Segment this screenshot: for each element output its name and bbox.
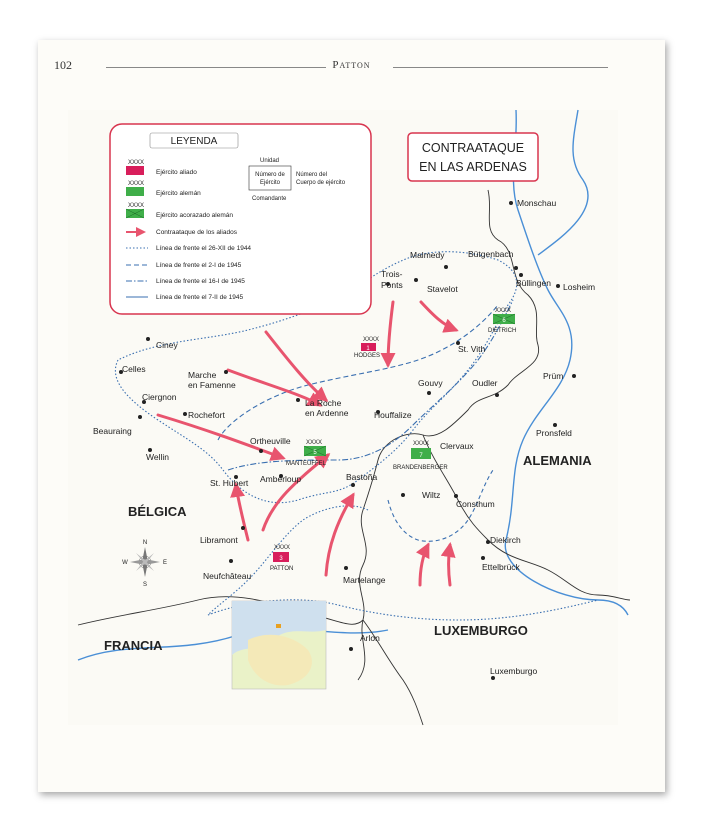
dot-consthum xyxy=(454,494,458,498)
label-wellin: Wellin xyxy=(146,452,169,462)
label-en-famenne: en Famenne xyxy=(188,380,236,390)
legend-swatch-german xyxy=(126,187,144,196)
label-en-ardenne: en Ardenne xyxy=(305,408,349,418)
unit-dietrich-commander: DIETRICH xyxy=(488,328,517,334)
label-martelange: Martelange xyxy=(343,575,386,585)
label-stavelot: Stavelot xyxy=(427,284,458,294)
dot-wiltz xyxy=(401,493,405,497)
label-losheim: Losheim xyxy=(563,282,596,292)
legend-label-front-26-xii: Línea de frente el 26-XII de 1944 xyxy=(156,245,252,252)
unit-manteuffel-commander: MANTEUFFEL xyxy=(286,461,327,467)
legend-label-counterattack: Contraataque de los aliados xyxy=(156,229,237,236)
dot-luxemburgo xyxy=(491,676,495,680)
compass-e: E xyxy=(162,560,168,566)
unit-dietrich-number: 6 xyxy=(502,318,506,324)
label-beauraing: Beauraing xyxy=(93,426,132,436)
dot-rochefort xyxy=(183,412,187,416)
dot-pronsfeld xyxy=(553,423,557,427)
country-belgica: BÉLGICA xyxy=(128,504,187,519)
dot-stavelot xyxy=(414,278,418,282)
unit-manteuffel-number: 5 xyxy=(313,450,317,456)
label-marche: Marche xyxy=(188,370,217,380)
ardennes-map xyxy=(38,40,665,792)
inset-highlight xyxy=(276,624,281,628)
unit-brandenberger-number: 7 xyxy=(419,453,423,459)
legend xyxy=(110,124,371,314)
label-rochefort: Rochefort xyxy=(188,410,225,420)
legend-unit-number-1: Número de xyxy=(255,172,285,178)
label-consthum: Consthum xyxy=(456,499,495,509)
map-title-line-2: EN LAS ARDENAS xyxy=(419,160,527,174)
label-monschau: Monschau xyxy=(517,198,557,208)
dot-gouvy xyxy=(427,391,431,395)
compass-n: N xyxy=(142,540,148,546)
label-trois: Trois- xyxy=(381,269,403,279)
label-pronsfeld: Pronsfeld xyxy=(536,428,572,438)
legend-frame xyxy=(110,124,371,314)
label-clervaux: Clervaux xyxy=(440,441,474,451)
unit-brandenberger-commander: BRANDENBERGER xyxy=(393,465,448,471)
unit-hodges-number: 1 xyxy=(366,346,370,352)
dot-oudler xyxy=(495,393,499,397)
label-butgenbach: Bütgenbach xyxy=(468,249,514,259)
label-st-hubert: St. Hubert xyxy=(210,478,249,488)
arrow-10 xyxy=(449,545,451,585)
unit-patton-symbol: XXXX xyxy=(274,545,291,551)
label-wiltz: Wiltz xyxy=(422,490,441,500)
label-gouvy: Gouvy xyxy=(418,378,443,388)
dot-butgenbach xyxy=(514,266,518,270)
legend-unit-box xyxy=(249,166,291,190)
label-ciergnon: Ciergnon xyxy=(142,392,177,402)
dot-prum xyxy=(572,374,576,378)
label-malmedy: Malmedy xyxy=(410,250,445,260)
label-arlon: Arlon xyxy=(360,633,380,643)
dot-martelange xyxy=(344,566,348,570)
label-bullingen: Büllingen xyxy=(516,278,551,288)
legend-xxxx-1: XXXX xyxy=(128,160,145,166)
dot-ciney xyxy=(146,337,150,341)
dot-arlon xyxy=(349,647,353,651)
label-oudler: Oudler xyxy=(472,378,498,388)
legend-label-front-2-i: Línea de frente el 2-I de 1945 xyxy=(156,262,242,269)
label-neufchateau: Neufchâteau xyxy=(203,571,252,581)
label-prum: Prüm xyxy=(543,371,564,381)
dot-losheim xyxy=(556,284,560,288)
label-amberloup: Amberloup xyxy=(260,474,302,484)
unit-hodges-symbol: XXXX xyxy=(363,337,380,343)
running-head: Patton xyxy=(332,59,371,71)
map-title-box xyxy=(408,133,538,181)
legend-label-allied: Ejército aliado xyxy=(156,169,197,176)
legend-unit-label: Unidad xyxy=(260,158,280,164)
label-ettelbruck: Ettelbrück xyxy=(482,562,520,572)
legend-label-german-armored: Ejército acorazado alemán xyxy=(156,212,233,219)
dot-marche xyxy=(224,370,228,374)
label-ortheuville: Ortheuville xyxy=(250,436,291,446)
unit-hodges-commander: HODGES xyxy=(354,353,381,359)
dot-monschau xyxy=(509,201,513,205)
dot-neufchateau xyxy=(229,559,233,563)
label-houffalize: Houffalize xyxy=(374,410,412,420)
locator-inset xyxy=(232,601,326,689)
legend-xxxx-2: XXXX xyxy=(128,181,145,187)
dot-beauraing xyxy=(138,415,142,419)
compass-s: S xyxy=(142,582,148,588)
legend-corps-label-2: Cuerpo de ejército xyxy=(296,180,346,186)
dot-libramont xyxy=(241,526,245,530)
legend-label-front-16-i: Línea de frente el 16-I de 1945 xyxy=(156,278,245,285)
label-la-roche: La Roche xyxy=(305,398,342,408)
unit-patton-number: 3 xyxy=(279,556,283,562)
unit-brandenberger-symbol: XXXX xyxy=(413,441,430,447)
dot-ortheuville xyxy=(259,449,263,453)
compass-w: W xyxy=(122,560,128,566)
label-bastona: Bastoña xyxy=(346,472,378,482)
page-number: 102 xyxy=(54,58,72,72)
country-luxemburgo: LUXEMBURGO xyxy=(434,623,528,638)
label-luxemburgo: Luxemburgo xyxy=(490,666,538,676)
legend-label-german: Ejército alemán xyxy=(156,190,201,197)
label-celles: Celles xyxy=(122,364,146,374)
label-diekirch: Diekirch xyxy=(490,535,521,545)
legend-swatch-allied xyxy=(126,166,144,175)
dot-la-roche xyxy=(296,398,300,402)
unit-manteuffel-symbol: XXXX xyxy=(306,440,323,446)
country-francia: FRANCIA xyxy=(104,638,163,653)
legend-corps-label-1: Número del xyxy=(296,172,328,178)
dot-ettelbruck xyxy=(481,556,485,560)
legend-title: LEYENDA xyxy=(170,136,218,147)
unit-patton-commander: PATTON xyxy=(270,566,294,572)
label-ciney: Ciney xyxy=(156,340,178,350)
legend-commander-label: Comandante xyxy=(252,196,287,202)
label-libramont: Libramont xyxy=(200,535,238,545)
legend-label-front-7-ii: Línea de frente el 7-II de 1945 xyxy=(156,294,244,301)
map-title-line-1: CONTRAATAQUE xyxy=(421,141,525,155)
label-st-vith: St. Vith xyxy=(458,344,486,354)
dot-bastona xyxy=(351,483,355,487)
legend-xxxx-3: XXXX xyxy=(128,203,145,209)
label-ponts: Ponts xyxy=(381,280,403,290)
unit-dietrich-symbol: XXXX xyxy=(495,308,512,314)
book-page xyxy=(38,40,665,792)
country-alemania: ALEMANIA xyxy=(523,453,592,468)
legend-unit-number-2: Ejército xyxy=(259,180,281,186)
dot-bullingen xyxy=(519,273,523,277)
dot-malmedy xyxy=(444,265,448,269)
